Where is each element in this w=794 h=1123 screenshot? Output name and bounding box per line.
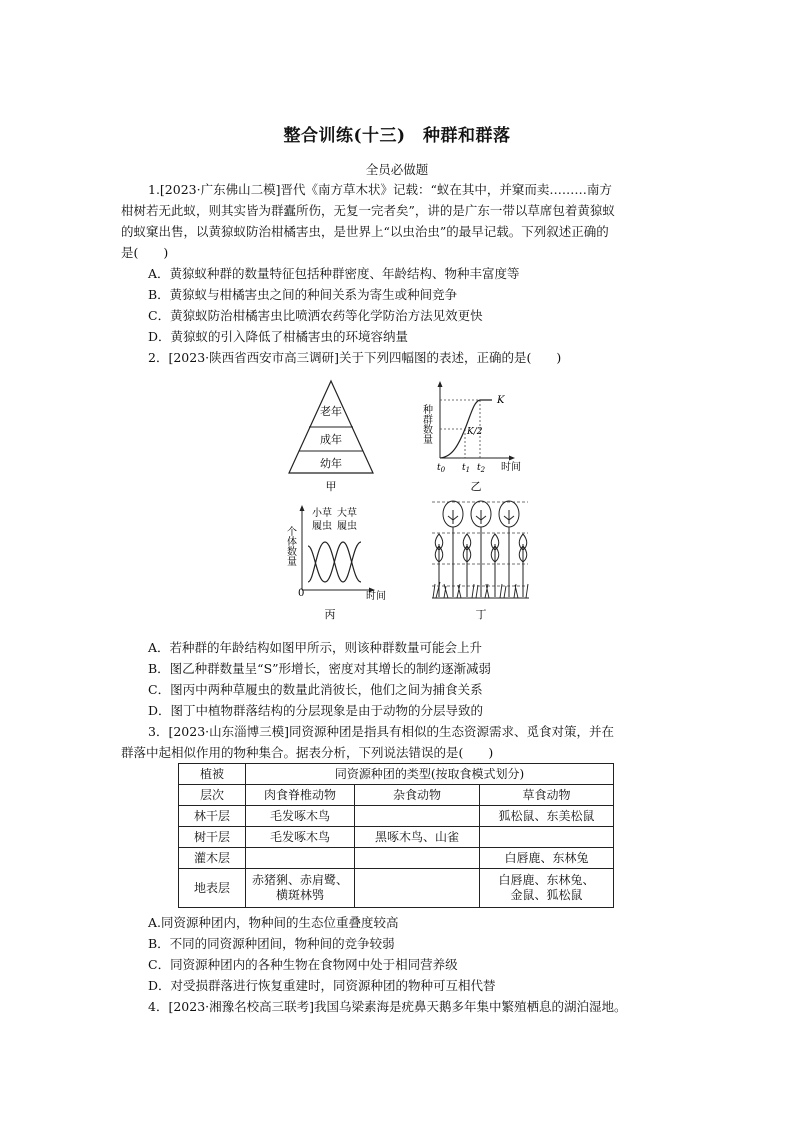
table-cell: 树干层 — [179, 827, 246, 848]
pyramid-label-old: 老年 — [320, 405, 342, 418]
q2-option-a: A．若种群的年龄结构如图甲所示，则该种群数量可能会上升 — [148, 640, 483, 655]
q2-option-b: B．图乙种群数量呈“S”形增长，密度对其增长的制约逐渐减弱 — [148, 661, 492, 676]
q1-line-3: 的蚁窠出售，以黄猄蚁防治柑橘害虫，是世界上“以虫治虫”的最早记载。下列叙述正确的 — [121, 224, 609, 239]
q1-line-1: 1.[2023·广东佛山二模]晋代《南方草木状》记载：“蚁在其中，并窠而卖………南方 — [148, 182, 612, 197]
tall-trees — [443, 501, 519, 597]
resource-guild-table — [178, 763, 614, 908]
q1-option-d: D．黄猄蚁的引入降低了柑橘害虫的环境容纳量 — [148, 329, 409, 344]
figure-jia-caption: 甲 — [325, 480, 337, 493]
q1-line-2: 柑树若无此蚁，则其实皆为群蠹所伤，无复一完者矣”，讲的是广东一带以草席包着黄猄蚁 — [121, 203, 615, 218]
s-curve-line — [440, 400, 492, 458]
q2-stem: 2．[2023·陕西省西安市高三调研]关于下列四幅图的表述，正确的是( ) — [148, 350, 562, 365]
bing-legend-a-1: 小草 — [312, 508, 332, 519]
table-cell: 灌木层 — [179, 848, 246, 869]
table-cell — [246, 848, 355, 869]
table-header-cell: 植被 — [179, 764, 246, 785]
table-cell: 毛发啄木鸟 — [246, 827, 355, 848]
bing-legend-a-2: 履虫 — [312, 521, 332, 532]
figure-jia-age-pyramid — [285, 378, 385, 493]
svg-text:t1 — [462, 463, 470, 474]
table-header-cell: 同资源种团的类型(按取食模式划分) — [246, 764, 614, 785]
bing-ylabel: 个体数量 — [284, 526, 296, 566]
table-cell: 毛发啄木鸟 — [246, 806, 355, 827]
figure-ding-plant-layers — [430, 494, 532, 623]
bing-legend-b-1: 大草 — [337, 508, 357, 519]
q1-option-c: C．黄猄蚁防治柑橘害虫比喷洒农药等化学防治方法见效更快 — [148, 308, 483, 323]
table-cell: 林干层 — [179, 806, 246, 827]
yi-t1-label: t — [462, 463, 466, 473]
q3-option-a: A.同资源种团内，物种间的生态位重叠度较高 — [148, 915, 399, 930]
yi-ylabel: 种群数量 — [420, 404, 432, 444]
bing-legend-b-2: 履虫 — [337, 521, 357, 532]
pyramid-label-young: 幼年 — [320, 457, 342, 470]
pyramid-label-adult: 成年 — [320, 433, 342, 446]
q3-line-1: 3．[2023·山东淄博三模]同资源种团是指具有相似的生态资源需求、觅食对策，并在 — [148, 724, 614, 739]
page-title: 整合训练(十三) 种群和群落 — [283, 126, 511, 146]
q2-option-c: C．图丙中两种草履虫的数量此消彼长，他们之间为捕食关系 — [148, 682, 483, 697]
table-header-cell: 杂食动物 — [355, 785, 480, 806]
bing-origin: 0 — [298, 588, 305, 599]
table-cell: 狐松鼠、东美松鼠 — [480, 806, 614, 827]
figure-yi-s-curve — [418, 378, 538, 493]
table-row — [179, 869, 614, 908]
svg-text:t0 — [437, 463, 446, 474]
q3-option-c: C．同资源种团内的各种生物在食物网中处于相同营养级 — [148, 957, 458, 972]
table-header-row — [179, 785, 614, 806]
figure-bing-caption: 丙 — [324, 608, 336, 621]
table-header-row — [179, 764, 614, 785]
table-cell — [355, 869, 480, 908]
section-subtitle: 全员必做题 — [365, 162, 429, 177]
figure-ding-caption: 丁 — [475, 608, 487, 621]
q1-option-a: A．黄猄蚁种群的数量特征包括种群密度、年龄结构、物种丰富度等 — [148, 266, 520, 281]
q1-option-b: B．黄猄蚁与柑橘害虫之间的种间关系为寄生或种间竞争 — [148, 287, 458, 302]
q3-line-2: 群落中起相似作用的物种集合。据表分析，下列说法错误的是( ) — [121, 745, 494, 760]
yi-t2-label: t — [477, 463, 481, 473]
yi-t0-sub: 0 — [440, 466, 446, 474]
table-cell: 地表层 — [179, 869, 246, 908]
bing-xlabel: 时间 — [366, 591, 386, 602]
q2-option-d: D．图丁中植物群落结构的分层现象是由于动物的分层导致的 — [148, 703, 484, 718]
table-row — [179, 848, 614, 869]
table-row — [179, 827, 614, 848]
table-cell: 白唇鹿、东林兔 — [480, 848, 614, 869]
figure-yi-caption: 乙 — [470, 480, 482, 493]
table-header-cell: 肉食脊椎动物 — [246, 785, 355, 806]
table-cell — [355, 806, 480, 827]
q3-option-b: B．不同的同资源种团间，物种间的竞争较弱 — [148, 936, 395, 951]
yi-t1-sub: 1 — [465, 466, 471, 474]
yi-xlabel: 时间 — [501, 462, 521, 473]
table-row — [179, 806, 614, 827]
table-header-cell: 草食动物 — [480, 785, 614, 806]
q3-option-d: D．对受损群落进行恢复重建时，同资源种团的物种可互相代替 — [148, 978, 496, 993]
table-cell: 白唇鹿、东林兔、 金鼠、狐松鼠 — [480, 869, 614, 908]
table-header-cell: 层次 — [179, 785, 246, 806]
yi-k-label: K — [497, 395, 505, 406]
table-cell — [480, 827, 614, 848]
q4-stem: 4．[2023·湘豫名校高三联考]我国乌梁素海是疣鼻天鹅多年集中繁殖栖息的湖泊湿地。 — [148, 999, 627, 1014]
yi-t2-sub: 2 — [480, 466, 486, 474]
table-cell: 赤猪猁、赤肩鹭、 横斑林鸮 — [246, 869, 355, 908]
table-cell — [355, 848, 480, 869]
table-cell: 黑啄木鸟、山雀 — [355, 827, 480, 848]
q1-line-4: 是( ) — [121, 245, 169, 260]
figure-bing-oscillation — [282, 498, 397, 623]
svg-text:t2 — [477, 463, 486, 474]
yi-t0-label: t — [437, 463, 441, 473]
yi-k2-label: K/2 — [467, 427, 483, 437]
